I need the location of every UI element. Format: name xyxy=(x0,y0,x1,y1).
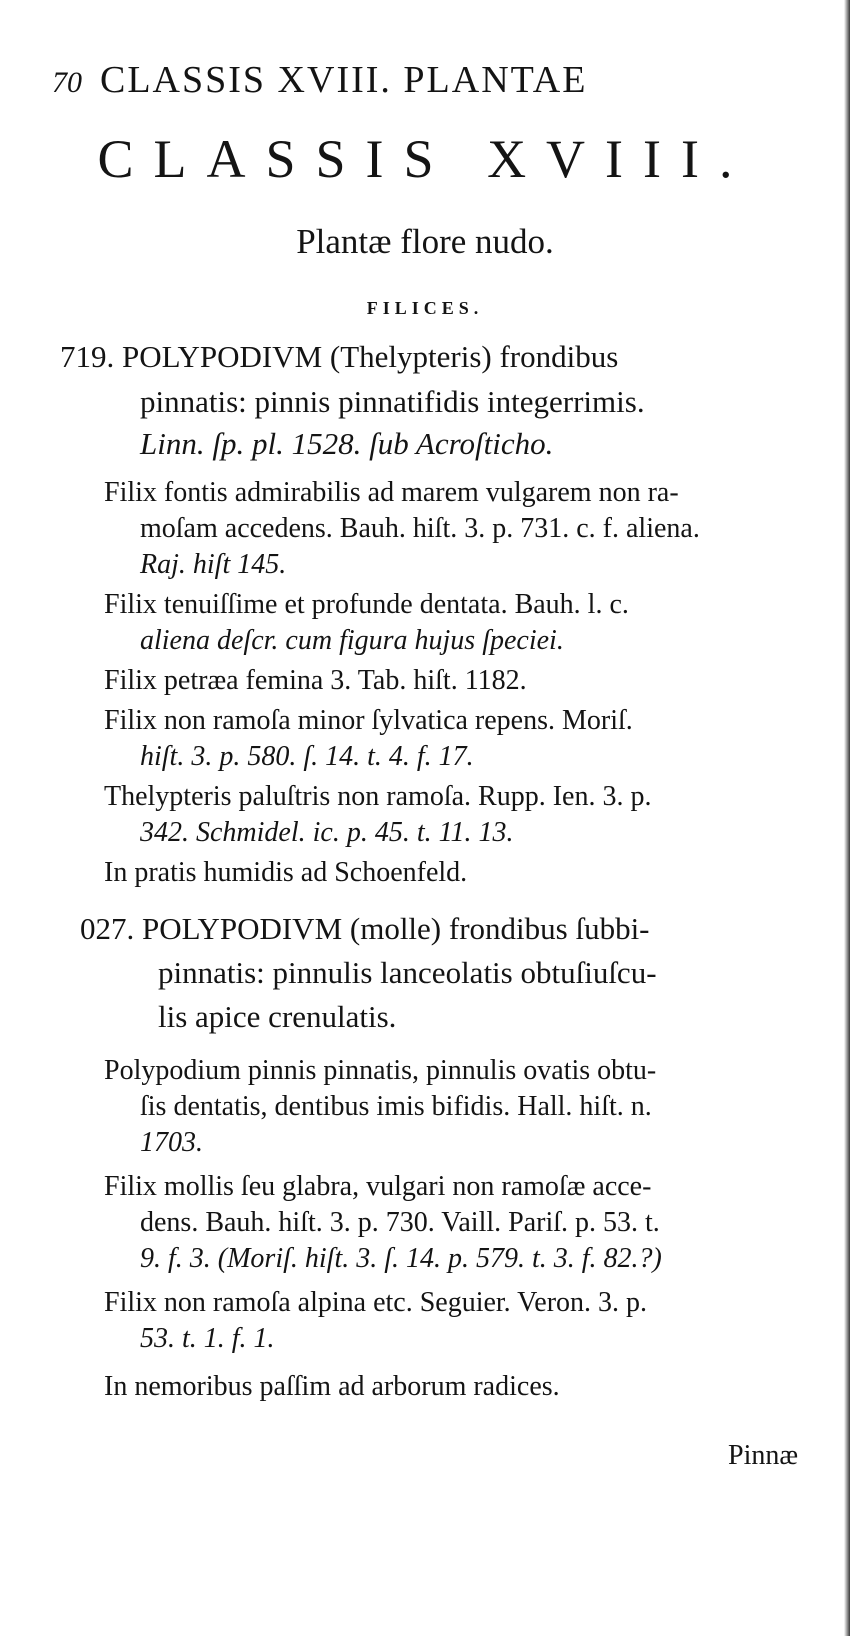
synonym-line: moſam accedens. Bauh. hiſt. 3. p. 731. c. f. aliena. xyxy=(140,513,700,544)
synonym-line: 9. f. 3. (Moriſ. hiſt. 3. ſ. 14. p. 579. t. 3. f. 82.?) xyxy=(140,1243,662,1274)
entry-719-line-3: Linn. ſp. pl. 1528. ſub Acroſticho. xyxy=(140,426,554,461)
class-title: CLASSIS XVIII. xyxy=(97,129,753,189)
catchword: Pinnæ xyxy=(728,1440,799,1471)
synonym-line: dens. Bauh. hiſt. 3. p. 730. Vaill. Pariſ. p. 53. t. xyxy=(140,1207,660,1238)
entry-027-line-1: 027. POLYPODIVM (molle) frondibus ſubbi- xyxy=(80,911,650,946)
entry-719-line-1: 719. POLYPODIVM (Thelypteris) frondibus xyxy=(60,339,619,374)
synonym-line: Polypodium pinnis pinnatis, pinnulis ovatis obtu- xyxy=(104,1055,657,1086)
synonym-line: Raj. hiſt 145. xyxy=(140,549,287,580)
habitat-line: In pratis humidis ad Schoenfeld. xyxy=(104,857,468,888)
synonym-line: 1703. xyxy=(140,1127,203,1158)
synonym-line: hiſt. 3. p. 580. ſ. 14. t. 4. f. 17. xyxy=(140,741,474,772)
class-subtitle: Plantæ flore nudo. xyxy=(296,222,554,261)
synonym-line: Thelypteris paluſtris non ramoſa. Rupp. Ien. 3. p. xyxy=(104,781,652,812)
running-head-text: CLASSIS XVIII. PLANTAE xyxy=(100,59,588,101)
entry-027-line-2: pinnatis: pinnulis lanceolatis obtuſiuſcu- xyxy=(158,955,657,990)
page-number: 70 xyxy=(52,66,82,99)
section-title: FILICES. xyxy=(366,298,484,318)
running-head xyxy=(52,58,772,102)
entry-719-line-2: pinnatis: pinnis pinnatifidis integerrimis. xyxy=(140,384,645,419)
synonym-line: Filix tenuiſſime et profunde dentata. Bauh. l. c. xyxy=(104,589,629,620)
synonym-line: Filix non ramoſa alpina etc. Seguier. Veron. 3. p. xyxy=(104,1287,648,1318)
synonym-line: 53. t. 1. f. 1. xyxy=(140,1323,275,1354)
habitat-line: In nemoribus paſſim ad arborum radices. xyxy=(104,1371,560,1402)
synonym-line: Filix non ramoſa minor ſylvatica repens. Moriſ. xyxy=(104,705,633,736)
entry-027-line-3: lis apice crenulatis. xyxy=(158,999,397,1034)
synonym-line: aliena deſcr. cum figura hujus ſpeciei. xyxy=(140,625,564,656)
synonym-line: ſis dentatis, dentibus imis bifidis. Hall. hiſt. n. xyxy=(140,1091,652,1122)
synonym-line: Filix fontis admirabilis ad marem vulgarem non ra- xyxy=(104,477,679,508)
synonym-line: Filix petræa femina 3. Tab. hiſt. 1182. xyxy=(104,665,527,696)
synonym-line: Filix mollis ſeu glabra, vulgari non ramoſæ acce- xyxy=(104,1171,652,1202)
synonym-line: 342. Schmidel. ic. p. 45. t. 11. 13. xyxy=(140,817,514,848)
